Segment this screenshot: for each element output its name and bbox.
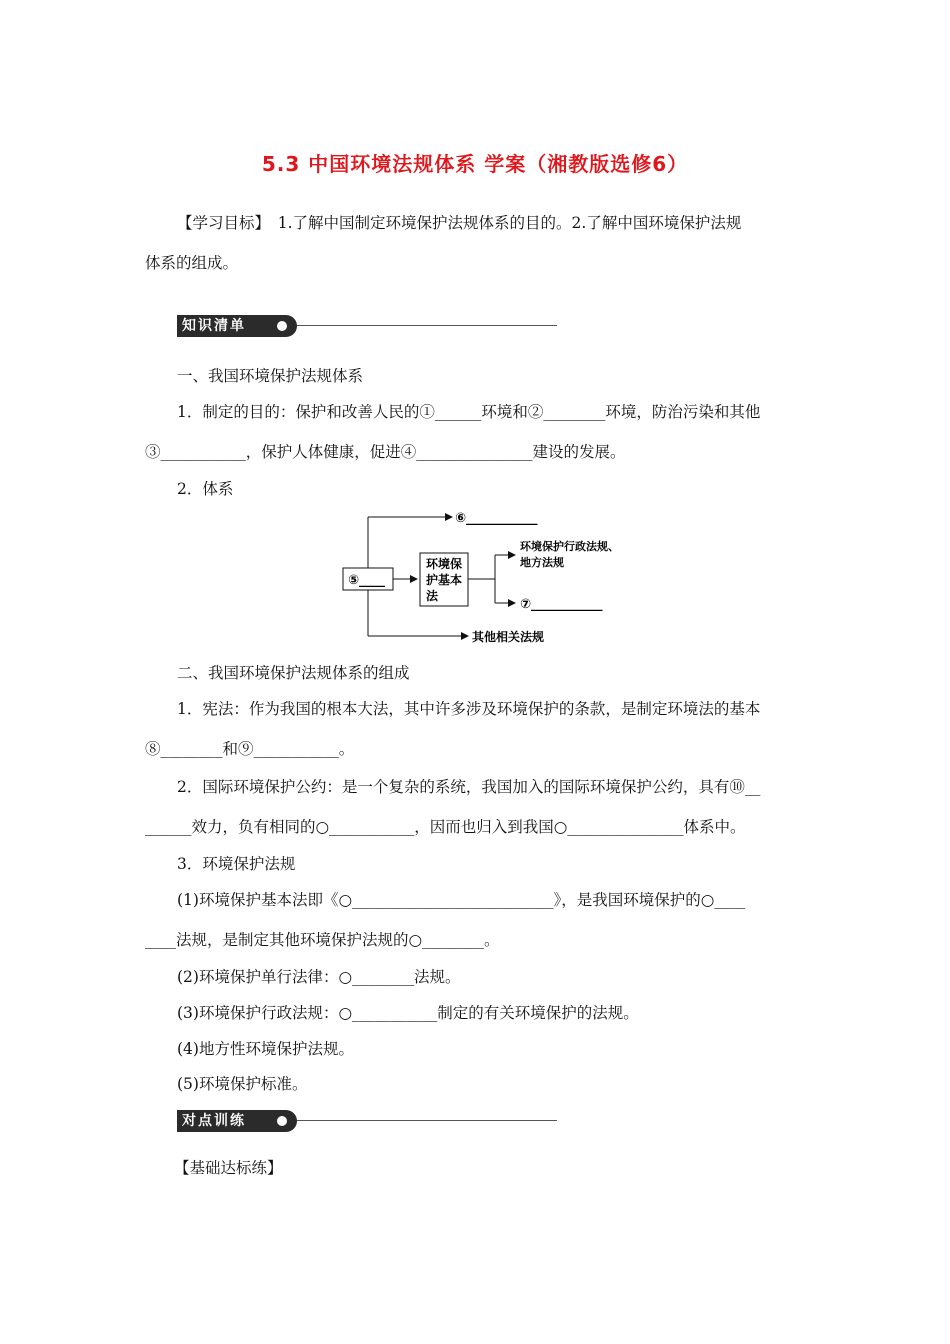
divider xyxy=(297,1120,557,1121)
right-upper-line-1: 环境保护行政法规、 xyxy=(520,540,619,553)
part2-item1-line1: 1．宪法：作为我国的根本大法，其中许多涉及环境保护的条款，是制定环境法的基本 xyxy=(177,700,761,718)
bullet-dot-icon xyxy=(277,1116,287,1126)
part1-item1-line1: 1．制定的目的：保护和改善人民的①______环境和②________环境，防治污染和其他 xyxy=(177,403,761,421)
part2-item3: 3．环境保护法规 xyxy=(177,855,296,873)
part2-sub3: (3)环境保护行政法规：○___________制定的有关环境保护的法规。 xyxy=(177,1004,639,1022)
system-diagram xyxy=(340,505,650,650)
part1-heading: 一、我国环境保护法规体系 xyxy=(177,367,364,385)
learning-goals-line1: 【学习目标】 1.了解中国制定环境保护法规体系的目的。2.了解中国环境保护法规 xyxy=(177,214,742,232)
part1-item2: 2．体系 xyxy=(177,480,234,498)
right-upper-line-2: 地方法规 xyxy=(520,556,564,569)
top-label: ⑥___________ xyxy=(455,511,538,526)
part2-sub2: (2)环境保护单行法律：○________法规。 xyxy=(177,968,461,986)
part2-heading: 二、我国环境保护法规体系的组成 xyxy=(177,664,410,682)
center-line-1: 环境保 xyxy=(426,557,463,571)
part1-item1-line2: ③___________，保护人体健康，促进④_______________建设的发展。 xyxy=(145,443,626,461)
part2-sub1-line2: ____法规，是制定其他环境保护法规的○________。 xyxy=(145,931,500,949)
part2-item2-line2: ______效力，负有相同的○___________，因而也归入到我国○_______________体系中。 xyxy=(145,818,746,836)
learning-goals-line2: 体系的组成。 xyxy=(145,254,239,272)
section-label: 知识清单 xyxy=(182,318,246,334)
part2-sub4: (4)地方性环境保护法规。 xyxy=(177,1040,354,1058)
page-title: 5.3 中国环境法规体系 学案（湘教版选修6） xyxy=(261,152,689,176)
bottom-label: 其他相关法规 xyxy=(472,630,545,644)
box-5-label: ⑤____ xyxy=(348,573,386,588)
bullet-dot-icon xyxy=(277,321,287,331)
section-header-practice xyxy=(177,1110,557,1132)
part2-item1-line2: ⑧________和⑨___________。 xyxy=(145,740,355,758)
divider xyxy=(297,325,557,326)
center-line-2: 护基本 xyxy=(426,573,463,587)
part2-sub1-line1: (1)环境保护基本法即《○__________________________》，是我国环境保护的○____ xyxy=(177,891,746,909)
practice-heading: 【基础达标练】 xyxy=(174,1159,283,1177)
part2-sub5: (5)环境保护标准。 xyxy=(177,1075,308,1093)
part2-item2-line1: 2．国际环境保护公约：是一个复杂的系统，我国加入的国际环境保护公约，具有⑩__ xyxy=(177,778,761,796)
right-lower-label: ⑦___________ xyxy=(520,597,603,612)
center-line-3: 法 xyxy=(426,589,439,603)
section-header-knowledge xyxy=(177,315,557,337)
section-label: 对点训练 xyxy=(182,1113,246,1129)
